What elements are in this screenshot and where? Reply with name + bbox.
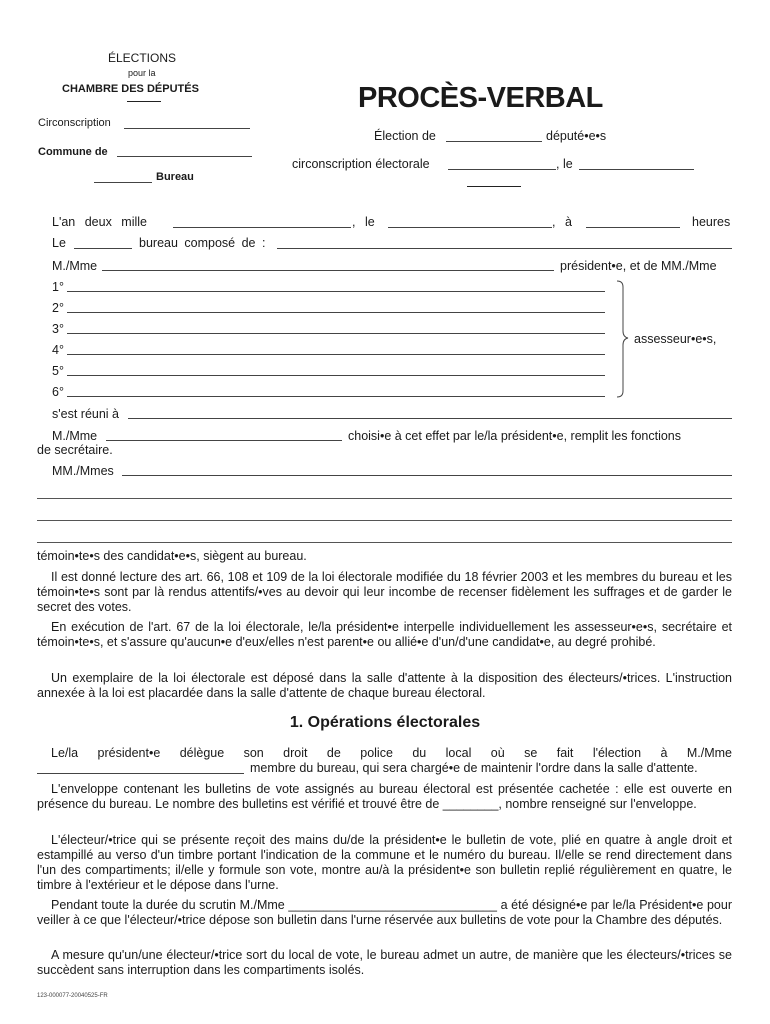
circonscription-field[interactable] [124,128,250,129]
depute-label: député•e•s [546,129,607,143]
header-rule-right [467,186,521,187]
circ-electorale-label: circonscription électorale [292,157,430,171]
enveloppe-text: L'enveloppe contenant les bulletins de vote assignés au bureau électoral est présentée cachetée : elle est ouverte en présence du bureau. Le nombre des bulletins est vérifié et trouvé être de ________, nombre renseigné sur l'enveloppe. [37,782,732,811]
assesseur-field-3[interactable] [67,333,605,334]
reuni-label: s'est réuni à [52,407,120,421]
election-de-field[interactable] [446,141,542,142]
a-label: , à [552,215,572,229]
secretaire-text: choisi•e à cet effet par le/la président•e, remplit les fonctions [348,429,682,443]
bureau-field[interactable] [94,182,152,183]
delegation-field[interactable] [37,773,244,774]
secretaire-cont: de secrétaire. [37,443,113,457]
assesseur-field-5[interactable] [67,375,605,376]
assesseur-num-4: 4° [52,343,64,357]
assesseur-num-3: 3° [52,322,64,336]
assesseurs-brace [615,279,629,399]
an-deux-mille-label: L'an deux mille [52,215,147,229]
delegation-text-end: membre du bureau, qui sera chargé•e de maintenir l'ordre dans la salle d'attente. [250,761,698,775]
scrutin-paragraph [37,898,732,928]
reuni-field[interactable] [128,418,732,419]
sortie-text: A mesure qu'un/une électeur/•trice sort du local de vote, le bureau admet un autre, de manière que les électeurs/•trices se succèdent sans interruption dans les compartiments isolés. [37,948,732,977]
le-label: , le [352,215,375,229]
sortie-paragraph [37,948,732,978]
lecture-text: Il est donné lecture des art. 66, 108 et 109 de la loi électorale modifiée du 18 février 2003 et les membres du bureau et les témoin•te•s sont par là rendus attentifs/•ves au devoir qui leur incombe de recenser fidèlement les suffrages et de garder le secret des votes. [37,570,732,614]
assesseur-field-6[interactable] [67,396,605,397]
le-start-field[interactable] [74,248,132,249]
scrutin-text: Pendant toute la durée du scrutin M./Mme ______________________________ a été désigné•e par le/la Président•e pour veiller à ce que l'électeur/•trice dépose son bulletin dans l'urne réservée aux bulletins de vote pour la Chambre des députés. [37,898,732,927]
assesseur-field-1[interactable] [67,291,605,292]
footer-code: 123-000077-20040525-FR [37,993,108,999]
date-le-label: , le [556,157,573,171]
execution-paragraph [37,620,732,650]
bureau-compose-field[interactable] [277,248,732,249]
execution-text: En exécution de l'art. 67 de la loi électorale, le/la président•e interpelle individuellement les assesseur•e•s, secrétaire et témoin•te•s, et s'assure qu'aucun•e d'eux/elles n'est parent•e ou allié•e d'un/d'une candidat•e, au degré prohibé. [37,620,732,649]
assesseurs-label: assesseur•e•s, [634,332,717,346]
header-rule-left [127,101,161,102]
president-field[interactable] [102,270,554,271]
exemplaire-text: Un exemplaire de la loi électorale est déposé dans la salle d'attente à la disposition des électeurs/•trices. L'instruction annexée à la loi est placardée dans la salle d'attente de chaque bureau électoral. [37,671,732,700]
an-field[interactable] [173,227,351,228]
election-de-label: Élection de [374,129,436,143]
electeur-text: L'électeur/•trice qui se présente reçoit des mains du/de la président•e le bulletin de vote, plié en quatre à angle droit et estampillé au verso d'un timbre portant l'indication de la commune et le numéro du bureau. Il/elle se rend directement dans l'un des compartiments; il/elle y formule son vote, montre au/à la président•e son bulletin replié régulièrement en quatre, le timbre à l'extérieur et le dépose dans l'urne. [37,833,732,892]
commune-label: Commune de [38,146,108,158]
bureau-compose-label: bureau composé de : [139,236,266,250]
circonscription-label: Circonscription [38,117,111,129]
heures-label: heures [692,215,731,229]
mm-mmes-field[interactable] [122,475,732,476]
assesseur-field-4[interactable] [67,354,605,355]
assesseur-num-6: 6° [52,385,64,399]
temoins-line-2[interactable] [37,519,732,521]
exemplaire-paragraph [37,671,732,701]
page-title: PROCÈS-VERBAL [358,82,603,114]
president-label: président•e, et de MM./Mme [560,259,717,273]
electeur-paragraph [37,833,732,893]
section-title: 1. Opérations électorales [289,714,481,731]
elections-heading: ÉLECTIONS [108,51,177,65]
delegation-paragraph [37,746,732,761]
bureau-label: Bureau [156,171,194,183]
chambre-heading: CHAMBRE DES DÉPUTÉS [62,83,199,95]
temoins-line-1[interactable] [37,497,732,499]
secretaire-mme-label: M./Mme [52,429,98,443]
temoins-line-3[interactable] [37,541,732,543]
le-field[interactable] [388,227,552,228]
assesseur-field-2[interactable] [67,312,605,313]
assesseur-num-2: 2° [52,301,64,315]
lecture-paragraph [37,570,732,615]
a-field[interactable] [586,227,680,228]
pour-la-label: pour la [128,68,156,78]
commune-field[interactable] [117,156,252,157]
circ-electorale-field[interactable] [448,169,556,170]
date-field[interactable] [579,169,694,170]
assesseur-num-1: 1° [52,280,64,294]
mm-mmes-label: MM./Mmes [52,464,114,478]
secretaire-field[interactable] [106,440,342,441]
temoins-paragraph: témoin•te•s des candidat•e•s, siègent au bureau. [37,549,307,563]
enveloppe-paragraph [37,782,732,812]
president-mme-label: M./Mme [52,259,98,273]
le-start-label: Le [52,236,66,250]
assesseur-num-5: 5° [52,364,64,378]
delegation-text-start: Le/la président•e délègue son droit de police du local où se fait l'élection à M./Mme [51,746,732,760]
